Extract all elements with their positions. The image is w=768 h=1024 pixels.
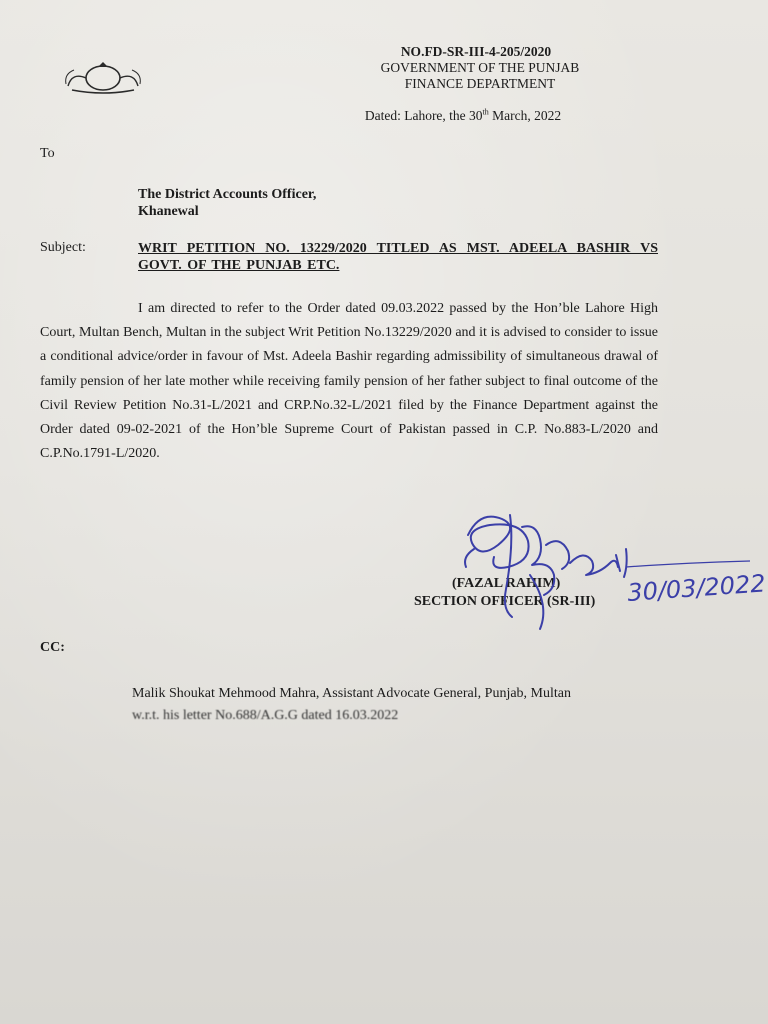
handwritten-date: 30/03/2022 — [626, 569, 767, 607]
department-name: FINANCE DEPARTMENT — [404, 76, 556, 91]
government-name: GOVERNMENT OF THE PUNJAB — [380, 60, 580, 75]
cc-block — [132, 683, 660, 727]
addressee-title: The District Accounts Officer, — [138, 187, 317, 202]
cc-label: CC: — [40, 640, 65, 655]
letter-date: Dated: Lahore, the 30th March, 2022 — [364, 107, 562, 123]
subject-text: WRIT PETITION NO. 13229/2020 TITLED AS MST. ADEELA BASHIR VS GOVT. OF THE PUNJAB ETC. — [138, 241, 658, 273]
cc-recipient: Malik Shoukat Mehmood Mahra, Assistant Advocate General, Punjab, Multan — [132, 686, 571, 701]
subject-label: Subject: — [40, 240, 86, 255]
signatory-title: SECTION OFFICER (SR-III) — [414, 594, 596, 609]
cc-reference: w.r.t. his letter No.688/A.G.G dated 16.03.2022 — [132, 708, 399, 723]
reference-number: NO.FD-SR-III-4-205/2020 — [400, 44, 552, 59]
handwritten-signature — [450, 505, 768, 635]
body-paragraph: I am directed to refer to the Order dated 09.03.2022 passed by the Hon’ble Lahore High Court, Multan Bench, Multan in the subject Writ Petition No.13229/2020 and it is advised to consider to issue a conditional advice/order in favour of Mst. Adeela Bashir regarding admissibility of simultaneous drawal of family pension of her late mother while receiving family pension of her father subject to final outcome of the Civil Review Petition No.31-L/2021 and CRP.No.32-L/2021 filed by the Finance Department against the Order dated 09-02-2021 of the Hon’ble Supreme Court of Pakistan passed in C.P. No.883-L/2020 and C.P.No.1791-L/2020. — [40, 301, 658, 462]
addressee-block — [138, 186, 316, 220]
to-label: To — [40, 146, 55, 161]
signatory-name: (FAZAL RAHIM) — [452, 576, 561, 591]
addressee-location: Khanewal — [138, 204, 199, 219]
government-crest-logo — [62, 56, 144, 96]
